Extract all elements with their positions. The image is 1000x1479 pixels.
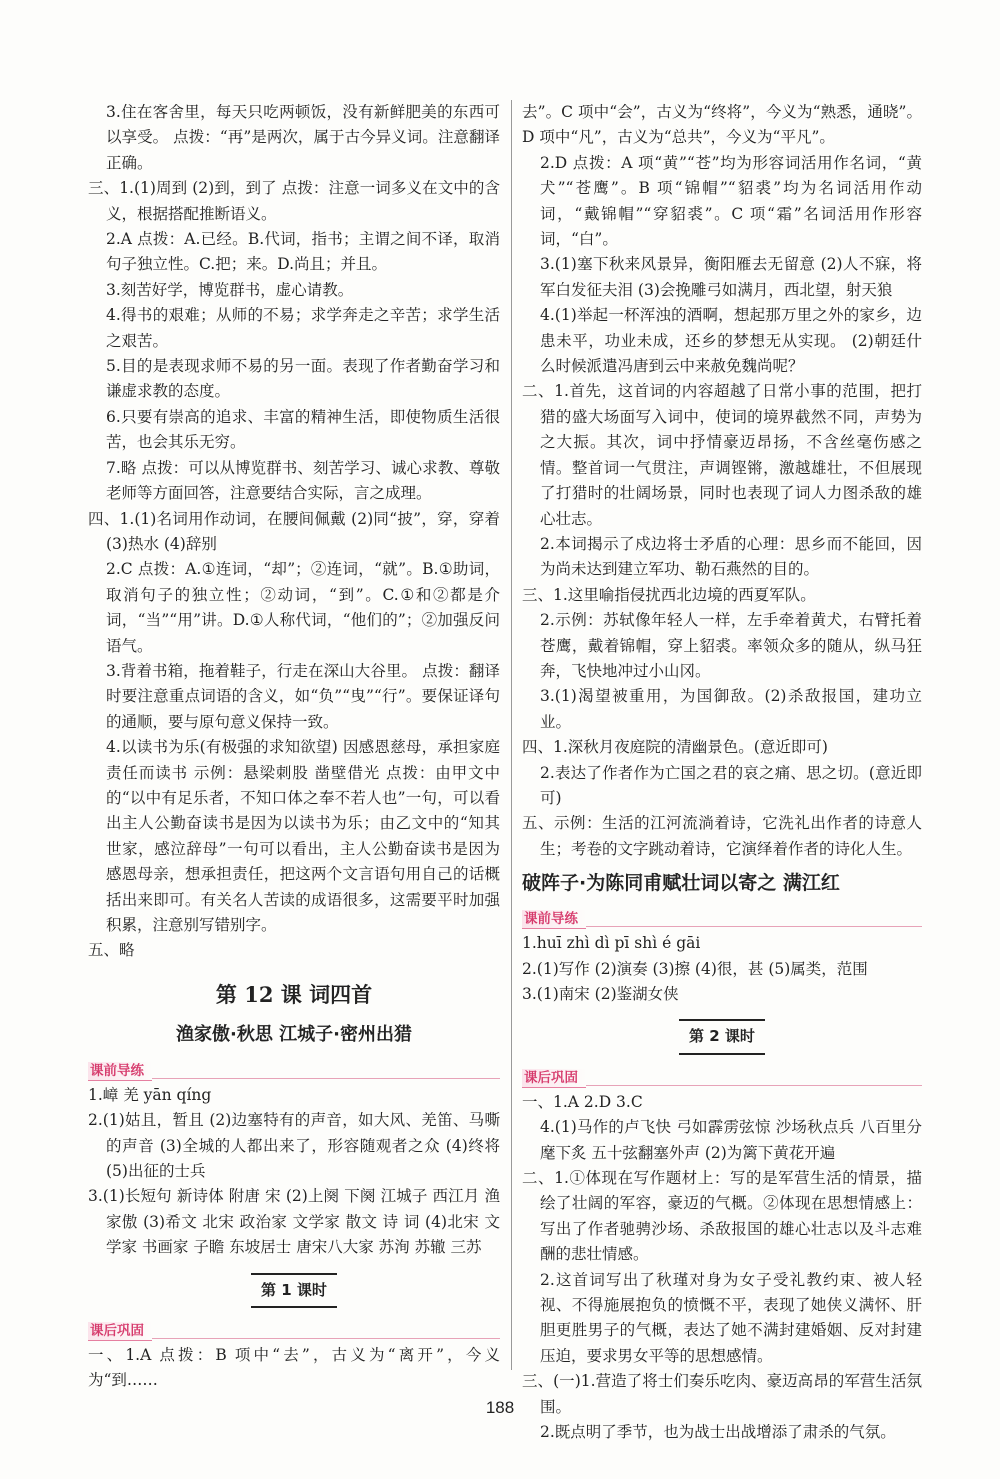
left-post-block	[88, 1343, 500, 1394]
answer-line: 4.(1)举起一杯浑浊的酒啊，想起那万里之外的家乡，边患未平，功业未成，还乡的梦想无从实现。 (2)朝廷什么时候派遣冯唐到云中来赦免魏尚呢？	[540, 306, 922, 376]
right-answer-block	[522, 100, 922, 862]
answer-line: 二、1.①体现在写作题材上：写的是军营生活的情景，描绘了壮阔的军容，豪迈的气概。②体现在思想情感上：写出了作者驰骋沙场、杀敌报国的雄心壮志以及斗志难酬的悲壮情感。	[522, 1169, 922, 1264]
left-answer-block	[88, 100, 500, 964]
class-period-2: 第 2 课时	[522, 1019, 922, 1054]
pre-section-tag: 课前导练	[522, 910, 586, 929]
answer-line: 去”。C 项中“会”，古义为“终将”，今义为“熟悉，通晓”。D 项中“凡”，古义为“总共”，今义为“平凡”。	[522, 103, 922, 147]
post-section-tag: 课后巩固	[522, 1069, 586, 1088]
poem-title-right: 破阵子·为陈同甫赋壮词以寄之 满江红	[522, 872, 840, 895]
answer-line: 三、1.这里喻指侵扰西北边境的西夏军队。	[522, 585, 816, 604]
answer-line: 2.C 点拨：A.①连词，“却”；②连词，“就”。B.①助词，取消句子的独立性；②动词，“到”。C.①和②都是介词，“当”“用”讲。D.①人称代词，“他们的”；②加强反问语气。	[106, 560, 500, 655]
answer-line: 2.(1)写作 (2)演奏 (3)擦 (4)很，甚 (5)属类，范围	[522, 959, 868, 978]
answer-line: 二、1.首先，这首词的内容超越了日常小事的范围，把打猎的盛大场面写入词中，使词的境界截然不同，声势为之大振。其次，词中抒情豪迈昂扬，不含丝毫伤感之情。整首词一气贯注，声调铿锵，激越雄壮，不但展现了打猎时的壮阔场景，同时也表现了词人力图杀敌的雄心壮志。	[522, 382, 922, 528]
answer-line: 3.(1)南宋 (2)鉴湖女侠	[522, 985, 679, 1003]
answer-line: 四、1.深秋月夜庭院的清幽景色。(意近即可)	[522, 738, 828, 757]
answer-line: 四、1.(1)名词用作动词，在腰间佩戴 (2)同“披”，穿，穿着 (3)热水 (4)辞别	[88, 509, 500, 553]
post-tag-row-right	[522, 1063, 922, 1086]
answer-line: 2.A 点拨：A.已经。B.代词，指书；主谓之间不译，取消句子独立性。C.把；来。D.尚且；并且。	[106, 230, 500, 274]
answer-line: 2.既点明了季节，也为战士出战增添了肃杀的气氛。	[540, 1423, 896, 1442]
left-pre-block	[88, 1083, 500, 1261]
right-post-block	[522, 1090, 922, 1446]
answer-line: 1.huī zhì dì pī shì é gāi	[522, 934, 701, 953]
answer-line: 6.只要有崇高的追求、丰富的精神生活，即使物质生活很苦，也会其乐无穷。	[106, 407, 500, 452]
watermark-logo	[860, 1400, 980, 1470]
answer-line: 1.嶂 羌 yān qíng	[88, 1085, 212, 1104]
post-tag-row-left	[88, 1316, 500, 1339]
right-pre-block	[522, 931, 922, 1007]
answer-line: 3.(1)塞下秋来风景异，衡阳雁去无留意 (2)人不寐，将军白发征夫泪 (3)会挽雕弓如满月，西北望，射天狼	[540, 255, 922, 299]
answer-line: 2.表达了作者作为亡国之君的哀之痛、思之切。(意近即可)	[540, 763, 922, 807]
answer-line: 五、示例：生活的江河流淌着诗，它洗礼出作者的诗意人生；考卷的文字跳动着诗，它演绎着作者的诗化人生。	[522, 814, 922, 858]
right-column	[522, 100, 922, 1446]
column-divider	[511, 100, 512, 1370]
lesson-title: 第 12 课 词四首	[215, 981, 373, 1007]
answer-line: 3.住在客舍里，每天只吃两顿饭，没有新鲜肥美的东西可以享受。 点拨：“再”是两次，属于古今异义词。注意翻译正确。	[106, 103, 500, 172]
answer-line: 4.得书的艰难；从师的不易；求学奔走之辛苦；求学生活之艰苦。	[106, 306, 500, 350]
pre-section-tag: 课前导练	[88, 1062, 152, 1081]
left-column	[88, 100, 500, 1394]
class-period-1: 第 1 课时	[88, 1273, 500, 1308]
answer-line: 三、1.(1)周到 (2)到，到了 点拨：注意一词多义在文中的含义，根据搭配推断语义。	[88, 179, 500, 223]
answer-line: 2.D 点拨：A 项“黄”“苍”均为形容词活用作名词，“黄犬”“苍鹰”。B 项“锦帽”“貂裘”均为名词活用作动词，“戴锦帽”“穿貂裘”。C 项“霜”名词活用作形容词，“白”。	[540, 153, 922, 249]
pre-tag-row-left	[88, 1056, 500, 1079]
post-section-tag: 课后巩固	[88, 1322, 152, 1341]
answer-line: 4.(1)马作的卢飞快 弓如霹雳弦惊 沙场秋点兵 八百里分麾下炙 五十弦翻塞外声 (2)为篱下黄花开遍	[540, 1118, 922, 1162]
answer-line: 3.背着书箱，拖着鞋子，行走在深山大谷里。 点拨：翻译时要注意重点词语的含义，如“负”“曳”“行”。要保证译句的通顺，要与原句意义保持一致。	[106, 661, 500, 731]
answer-line: 2.示例：苏轼像年轻人一样，左手牵着黄犬，右臂托着苍鹰，戴着锦帽，穿上貂裘。率领众多的随从，纵马狂奔，飞快地冲过小山冈。	[540, 611, 922, 680]
answer-line: 5.目的是表现求师不易的另一面。表现了作者勤奋学习和谦虚求教的态度。	[106, 357, 500, 401]
answer-line: 4.以读书为乐(有极强的求知欲望) 因感恩慈母，承担家庭责任而读书 示例：悬梁刺股 凿壁借光 点拨：由甲文中的“以中有足乐者，不知口体之奉不若人也”一句，可以看出主人公勤奋读书是因为以读书为乐；由乙文中的“知其世家，感泣辞母”一句可以看出，主人公勤奋读书是因为感恩母亲，想承担责任，把这两个文言语句用自己的话概括出来即可。有关名人苦读的成语很多，这需要平时加强积累，注意别写错别字。	[106, 738, 500, 934]
answer-line: 一、1.A 2.D 3.C	[522, 1092, 643, 1111]
poem-title-left: 渔家傲·秋思 江城子·密州出猎	[176, 1023, 412, 1045]
answer-line: 三、(一)1.营造了将士们奏乐吃肉、豪迈高昂的军营生活氛围。	[522, 1372, 922, 1416]
answer-line: 7.略 点拨：可以从博览群书、刻苦学习、诚心求教、尊敬老师等方面回答，注意要结合实际，言之成理。	[106, 458, 500, 503]
answer-line: 2.本词揭示了戍边将士矛盾的心理：思乡而不能回，因为尚未达到建立军功、勒石燕然的目的。	[540, 534, 922, 579]
answer-line: 3.(1)渴望被重用，为国御敌。(2)杀敌报国，建功立业。	[540, 687, 922, 731]
answer-line: 一、1.A 点拨：B 项中“去”，古义为“离开”，今义为“到……	[88, 1346, 500, 1390]
page-number: 188	[485, 1398, 515, 1417]
answer-line: 2.这首词写出了秋瑾对身为女子受礼教约束、被人轻视、不得施展抱负的愤慨不平，表现了她侠义满怀、肝胆更胜男子的气概，表达了她不满封建婚姻、反对封建压迫，要求男女平等的思想感情。	[540, 1270, 922, 1365]
pre-tag-row-right	[522, 904, 922, 927]
answer-line: 2.(1)姑且，暂且 (2)边塞特有的声音，如大风、羌笛、马嘶的声音 (3)全城的人都出来了，形容随观者之众 (4)终将 (5)出征的士兵	[88, 1111, 500, 1181]
answer-line: 五、略	[88, 941, 135, 960]
answer-line: 3.(1)长短句 新诗体 附唐 宋 (2)上阕 下阕 江城子 西江月 渔家傲 (3)希文 北宋 政治家 文学家 散文 诗 词 (4)北宋 文学家 书画家 子瞻 东坡居士 唐宋八大家 苏洵 苏辙 三苏	[88, 1187, 500, 1257]
answer-line: 3.刻苦好学，博览群书，虚心请教。	[106, 280, 354, 299]
